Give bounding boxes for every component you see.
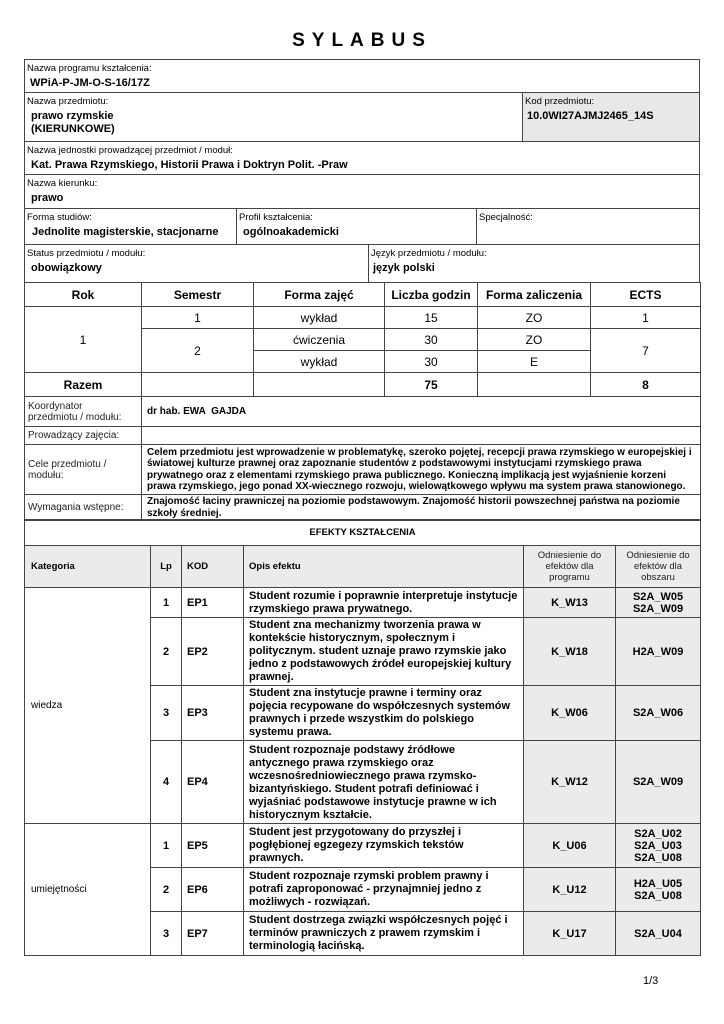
schedule-row	[25, 307, 701, 329]
outcome-program-ref: K_W13	[524, 588, 616, 618]
outcome-code: EP6	[182, 868, 244, 912]
outcome-code: EP5	[182, 824, 244, 868]
hours-cell: 15	[385, 307, 478, 329]
assessment-cell: E	[478, 351, 591, 373]
outcome-description: Student jest przygotowany do przyszłej i pogłębionej egzegezy rzymskich tekstów prawnych.	[244, 824, 524, 868]
outcomes-table	[24, 519, 701, 956]
outcome-lp: 4	[151, 741, 182, 824]
coordinator-value: dr hab. EWA GAJDA	[142, 397, 701, 427]
profile-field	[236, 208, 477, 245]
header-program-ref: Odniesienie do efektów dla programu	[524, 546, 616, 588]
year-cell: 1	[25, 307, 142, 373]
outcome-program-ref: K_U17	[524, 912, 616, 956]
outcome-description: Student zna instytucje prawne i terminy oraz pojęcia recypowane do współczesnych systemów prawnych i przede wszystkim do polskiego systemu prawa.	[244, 686, 524, 741]
outcome-row	[25, 824, 701, 868]
outcome-code: EP3	[182, 686, 244, 741]
assessment-cell: ZO	[478, 329, 591, 351]
schedule-header-row	[25, 283, 701, 307]
outcome-program-ref: K_U12	[524, 868, 616, 912]
outcome-code: EP2	[182, 618, 244, 686]
field-label: Nazwa kierunku:	[27, 178, 98, 189]
prerequisites-label: Wymagania wstępne:	[25, 495, 142, 521]
study-form-value: Jednolite magisterskie, stacjonarne	[32, 226, 219, 238]
class-form-cell: wykład	[254, 351, 385, 373]
unit-label: Nazwa jednostki prowadzącej przedmiot / moduł:	[27, 145, 233, 156]
outcome-lp: 3	[151, 686, 182, 741]
language-field	[368, 244, 700, 283]
outcome-lp: 1	[151, 824, 182, 868]
ects-cell: 7	[591, 329, 701, 373]
outcome-code: EP7	[182, 912, 244, 956]
subject-field	[24, 92, 523, 142]
specialty-field	[476, 208, 700, 245]
specialty-label: Specjalność:	[479, 212, 533, 223]
instructor-label: Prowadzący zajęcia:	[25, 427, 142, 445]
subject-value-line1: prawo rzymskie	[31, 110, 114, 122]
outcome-program-ref: K_W18	[524, 618, 616, 686]
document-title: SYLABUS	[292, 30, 432, 51]
subject-value-line2: (KIERUNKOWE)	[31, 123, 115, 135]
total-label: Razem	[25, 373, 142, 397]
goals-label-line1: Cele przedmiotu /	[28, 458, 107, 470]
schedule-total-row	[25, 373, 701, 397]
coordinator-label-line1: Koordynator	[28, 400, 83, 412]
outcomes-title-row	[25, 520, 701, 546]
outcome-row	[25, 588, 701, 618]
language-label: Język przedmiotu / modułu:	[371, 248, 487, 259]
status-value: obowiązkowy	[31, 262, 102, 274]
hours-cell: 30	[385, 351, 478, 373]
outcome-lp: 2	[151, 868, 182, 912]
outcome-area-ref: S2A_W05 S2A_W09	[616, 588, 701, 618]
outcome-description: Student zna mechanizmy tworzenia prawa w kontekście historycznym, społecznym i politycznym. student uznaje prawo rzymskie jako jedno z podstawowych źródeł europejskiej kultury prawnej.	[244, 618, 524, 686]
study-form-label: Forma studiów:	[27, 212, 92, 223]
outcome-program-ref: K_U06	[524, 824, 616, 868]
outcome-area-ref: H2A_U05 S2A_U08	[616, 868, 701, 912]
field-of-study	[24, 174, 700, 209]
category-skills: umiejętności	[25, 824, 151, 956]
profile-value: ogólnoakademicki	[243, 226, 339, 238]
unit-field	[24, 141, 700, 175]
page-indicator: 1/3	[643, 975, 659, 987]
info-table	[24, 396, 701, 521]
outcome-description: Student rozpoznaje podstawy źródłowe antycznego prawa rzymskiego oraz wczesnośredniowiecznego prawa rzymsko-bizantyńskiego. Student potrafi definiować i wyjaśniać podstawowe instytucje prawne w ich historycznym kształcie.	[244, 741, 524, 824]
outcome-description: Student rozpoznaje rzymski problem prawny i potrafi zaproponować - przynajmniej jedno z możliwych - rozwiązań.	[244, 868, 524, 912]
program-label: Nazwa programu kształcenia:	[27, 63, 152, 74]
goals-label-line2: modułu:	[28, 469, 64, 481]
total-ects: 8	[591, 373, 701, 397]
outcome-area-ref: S2A_U02 S2A_U03 S2A_U08	[616, 824, 701, 868]
subject-code-value: 10.0WI27AJMJ2465_14S	[527, 110, 654, 122]
outcome-area-ref: S2A_W09	[616, 741, 701, 824]
header-area-ref: Odniesienie do efektów dla obszaru	[616, 546, 701, 588]
hours-cell: 30	[385, 329, 478, 351]
semester-cell: 1	[142, 307, 254, 329]
prerequisites-row	[25, 495, 701, 521]
coordinator-label	[25, 397, 142, 427]
outcomes-title: EFEKTY KSZTAŁCENIA	[25, 520, 701, 546]
goals-value: Celem przedmiotu jest wprowadzenie w problematykę, szeroko pojętej, recepcji prawa rzymskiego w europejskiej i światowej kulturze prawnej oraz zapoznanie studentów z podstawowymi instytucjami rzymskiego prawa prywatnego oraz z elementami rzymskiego prawa publicznego. Konieczną implikacją jest wyjaśnienie korzeni prawa rzymskiego, jego ponad XX-wiecznego rozwoju, wielowątkowego wpływu ma system prawa stanowionego.	[142, 445, 701, 495]
outcome-lp: 3	[151, 912, 182, 956]
subject-label: Nazwa przedmiotu:	[27, 96, 109, 107]
schedule-table	[24, 282, 701, 397]
ects-cell: 1	[591, 307, 701, 329]
outcome-area-ref: S2A_W06	[616, 686, 701, 741]
instructor-row	[25, 427, 701, 445]
coordinator-label-line2: przedmiotu / modułu:	[28, 411, 122, 423]
field-value: prawo	[31, 192, 64, 204]
profile-label: Profil kształcenia:	[239, 212, 313, 223]
total-semester-empty	[142, 373, 254, 397]
semester-cell: 2	[142, 329, 254, 373]
outcome-program-ref: K_W12	[524, 741, 616, 824]
class-form-cell: wykład	[254, 307, 385, 329]
header-lp: Lp	[151, 546, 182, 588]
header-code: KOD	[182, 546, 244, 588]
assessment-cell: ZO	[478, 307, 591, 329]
outcome-lp: 2	[151, 618, 182, 686]
outcome-code: EP4	[182, 741, 244, 824]
header-semester: Semestr	[142, 283, 254, 307]
language-value: język polski	[373, 262, 435, 274]
outcome-lp: 1	[151, 588, 182, 618]
outcome-area-ref: S2A_U04	[616, 912, 701, 956]
outcome-description: Student rozumie i poprawnie interpretuje instytucje rzymskiego prawa prywatnego.	[244, 588, 524, 618]
outcome-description: Student dostrzega związki współczesnych pojęć i terminów prawniczych z prawem rzymskim i terminologią łacińską.	[244, 912, 524, 956]
header-year: Rok	[25, 283, 142, 307]
header-category: Kategoria	[25, 546, 151, 588]
total-assessment-empty	[478, 373, 591, 397]
outcome-program-ref: K_W06	[524, 686, 616, 741]
total-form-empty	[254, 373, 385, 397]
unit-value: Kat. Prawa Rzymskiego, Historii Prawa i Doktryn Polit. -Praw	[31, 159, 348, 171]
outcome-area-ref: H2A_W09	[616, 618, 701, 686]
header-ects: ECTS	[591, 283, 701, 307]
coordinator-row	[25, 397, 701, 427]
subject-code-field	[522, 92, 700, 142]
category-knowledge: wiedza	[25, 588, 151, 824]
status-field	[24, 244, 369, 283]
class-form-cell: ćwiczenia	[254, 329, 385, 351]
goals-label	[25, 445, 142, 495]
total-hours: 75	[385, 373, 478, 397]
program-field	[24, 59, 700, 93]
prerequisites-value: Znajomość łaciny prawniczej na poziomie podstawowym. Znajomość historii powszechnej państwa na poziomie szkoły średniej.	[142, 495, 701, 521]
header-hours: Liczba godzin	[385, 283, 478, 307]
header-assessment: Forma zaliczenia	[478, 283, 591, 307]
subject-code-label: Kod przedmiotu:	[525, 96, 595, 107]
status-label: Status przedmiotu / modułu:	[27, 248, 146, 259]
study-form-field	[24, 208, 237, 245]
goals-row	[25, 445, 701, 495]
outcome-code: EP1	[182, 588, 244, 618]
header-description: Opis efektu	[244, 546, 524, 588]
program-value: WPiA-P-JM-O-S-16/17Z	[30, 77, 150, 89]
instructor-value	[142, 427, 701, 445]
outcomes-header-row	[25, 546, 701, 588]
header-class-form: Forma zajęć	[254, 283, 385, 307]
